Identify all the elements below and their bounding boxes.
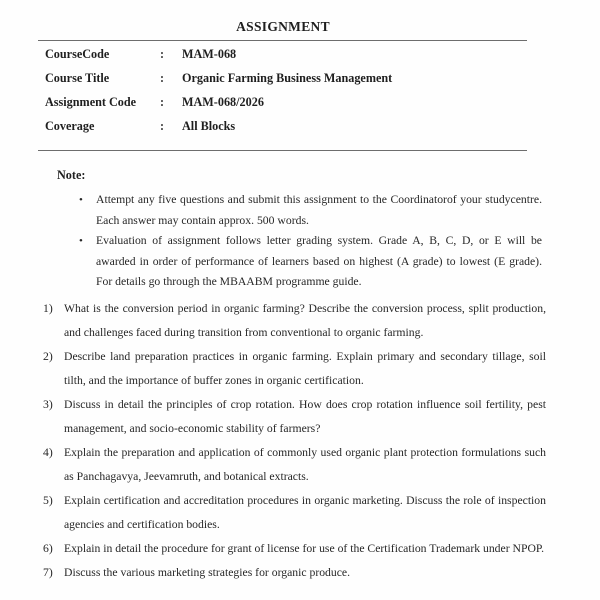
- meta-value-course-code: MAM-068: [182, 47, 237, 61]
- bullet-icon: •: [79, 235, 83, 247]
- list-item: [43, 441, 546, 489]
- note-list: [78, 190, 542, 293]
- question-number: 6): [43, 542, 53, 555]
- question-number: 5): [43, 494, 53, 507]
- list-item: [43, 393, 546, 441]
- question-text: Discuss in detail the principles of crop rotation. How does crop rotation influence soil fertility, pest management, and socio-economic stability of farmers?: [64, 398, 546, 435]
- question-number: 7): [43, 566, 53, 579]
- meta-separator: :: [160, 47, 165, 61]
- list-item: [43, 561, 546, 585]
- question-text: Explain certification and accreditation procedures in organic marketing. Discuss the role of inspection agencies and certification bodies.: [64, 494, 546, 531]
- bullet-icon: •: [79, 194, 83, 206]
- question-text: Discuss the various marketing strategies for organic produce.: [64, 566, 351, 579]
- table-row: [38, 95, 527, 119]
- question-text: What is the conversion period in organic farming? Describe the conversion process, split production, and challenges faced during transition from conventional to organic farming.: [64, 302, 546, 339]
- list-item: [78, 190, 542, 231]
- question-list: [43, 297, 546, 585]
- meta-label-course-title: Course Title: [45, 71, 110, 85]
- meta-separator: :: [160, 71, 165, 85]
- list-item: [43, 537, 546, 561]
- list-item: [43, 345, 546, 393]
- meta-separator: :: [160, 119, 165, 133]
- note-item-text: Evaluation of assignment follows letter grading system. Grade A, B, C, D, or E will be awarded in order of performance of learners based on highest (A grade) to lowest (E grade). For details go through the MBAABM programme guide.: [96, 234, 542, 288]
- meta-label-assignment-code: Assignment Code: [45, 95, 137, 109]
- list-item: [78, 231, 542, 293]
- question-text: Explain in detail the procedure for grant of license for use of the Certification Trademark under NPOP.: [64, 542, 545, 555]
- note-item-text: Attempt any five questions and submit this assignment to the Coordinatorof your studycentre. Each answer may contain approx. 500 words.: [96, 193, 542, 227]
- meta-separator: :: [160, 95, 165, 109]
- question-number: 1): [43, 302, 53, 315]
- table-row: [38, 71, 527, 95]
- meta-label-coverage: Coverage: [45, 119, 95, 133]
- table-row: [38, 47, 527, 71]
- list-item: [43, 489, 546, 537]
- meta-label-course-code: CourseCode: [45, 47, 110, 61]
- question-number: 2): [43, 350, 53, 363]
- page-title: ASSIGNMENT: [236, 19, 330, 34]
- question-text: Explain the preparation and application of commonly used organic plant protection formulations such as Panchagavya, Jeevamruth, and botanical extracts.: [64, 446, 546, 483]
- meta-value-course-title: Organic Farming Business Management: [182, 71, 393, 85]
- question-number: 3): [43, 398, 53, 411]
- list-item: [43, 297, 546, 345]
- meta-value-coverage: All Blocks: [182, 119, 236, 133]
- question-text: Describe land preparation practices in organic farming. Explain primary and secondary tillage, soil tilth, and the importance of buffer zones in organic certification.: [64, 350, 546, 387]
- table-row: [38, 119, 527, 143]
- note-heading: Note:: [57, 168, 86, 182]
- question-number: 4): [43, 446, 53, 459]
- meta-value-assignment-code: MAM-068/2026: [182, 95, 264, 109]
- course-meta-table: [38, 40, 527, 151]
